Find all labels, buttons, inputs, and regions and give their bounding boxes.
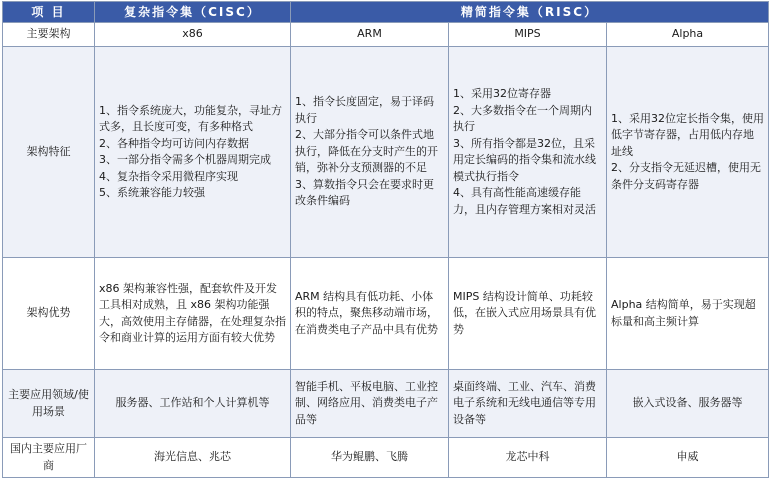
- cell-line: 4、具有高性能高速缓存能力，且内存管理方案相对灵活: [453, 186, 596, 216]
- cell-mips: MIPS 结构设计简单、功耗较低，在嵌入式应用场景具有优势: [449, 258, 607, 370]
- row-label: 架构特征: [3, 47, 95, 258]
- cell-alpha: Alpha 结构简单，易于实现超标量和高主频计算: [607, 258, 769, 370]
- subheader-row: [3, 23, 769, 47]
- cell-alpha: 嵌入式设备、服务器等: [607, 370, 769, 438]
- cell-arm: ARM 结构具有低功耗、小体积的特点，聚焦移动端市场，在消费类电子产品中具有优势: [291, 258, 449, 370]
- row-label: 架构优势: [3, 258, 95, 370]
- cell-x86: [95, 47, 291, 258]
- isa-comparison-table: [2, 1, 769, 478]
- header-row: [3, 2, 769, 23]
- subheader-alpha: Alpha: [607, 23, 769, 47]
- cell-line: 3、算数指令只会在要求时更改条件编码: [295, 177, 434, 208]
- cell-line: 2、大多数指令在一个周期内执行: [453, 103, 592, 133]
- table-row: [3, 370, 769, 438]
- cell-line: 1、采用32位寄存器: [453, 87, 551, 100]
- subheader-label: 主要架构: [3, 23, 95, 47]
- table-row: [3, 47, 769, 258]
- cell-line: 2、分支指令无延迟槽，使用无条件分支码寄存器: [611, 161, 761, 191]
- subheader-x86: x86: [95, 23, 291, 47]
- table-row: [3, 438, 769, 478]
- cell-arm: [291, 47, 449, 258]
- cell-arm: 华为鲲鹏、飞腾: [291, 438, 449, 478]
- subheader-mips: MIPS: [449, 23, 607, 47]
- header-item: 项 目: [3, 2, 95, 23]
- cell-line: 3、所有指令都是32位，且采用定长编码的指令集和流水线模式执行指令: [453, 136, 596, 183]
- header-risc: 精简指令集（RISC）: [291, 2, 769, 23]
- cell-line: 2、大部分指令可以条件式地执行，降低在分支时产生的开销，弥补分支预测器的不足: [295, 128, 438, 175]
- cell-line: 3、一部分指令需多个机器周期完成: [99, 153, 271, 166]
- cell-line: 1、采用32位定长指令集，使用低字节寄存器，占用低内存地址线: [611, 111, 764, 158]
- cell-line: 1、指令系统庞大，功能复杂，寻址方式多，且长度可变，有多种格式: [99, 103, 282, 133]
- cell-arm: 智能手机、平板电脑、工业控制、网络应用、消费类电子产品等: [291, 370, 449, 438]
- cell-line: 2、各种指令均可访问内存数据: [99, 136, 249, 150]
- cell-x86: 海光信息、兆芯: [95, 438, 291, 478]
- subheader-arm: ARM: [291, 23, 449, 47]
- cell-line: 1、指令长度固定，易于译码执行: [295, 95, 434, 125]
- cell-alpha: 申威: [607, 438, 769, 478]
- cell-alpha: [607, 47, 769, 258]
- cell-line: 5、系统兼容能力较强: [99, 186, 205, 199]
- table-row: [3, 258, 769, 370]
- header-cisc: 复杂指令集（CISC）: [95, 2, 291, 23]
- cell-x86: 服务器、工作站和个人计算机等: [95, 370, 291, 438]
- cell-mips: [449, 47, 607, 258]
- row-label: 主要应用领域/使用场景: [3, 370, 95, 438]
- cell-mips: 龙芯中科: [449, 438, 607, 478]
- cell-x86: x86 架构兼容性强，配套软件及开发工具相对成熟，且 x86 架构功能强大，高效使用主存储器，在处理复杂指令和商业计算的运用方面有较大优势: [95, 258, 291, 370]
- cell-mips: 桌面终端、工业、汽车、消费电子系统和无线电通信等专用设备等: [449, 370, 607, 438]
- cell-line: 4、复杂指令采用微程序实现: [99, 169, 238, 183]
- row-label: 国内主要应用厂商: [3, 438, 95, 478]
